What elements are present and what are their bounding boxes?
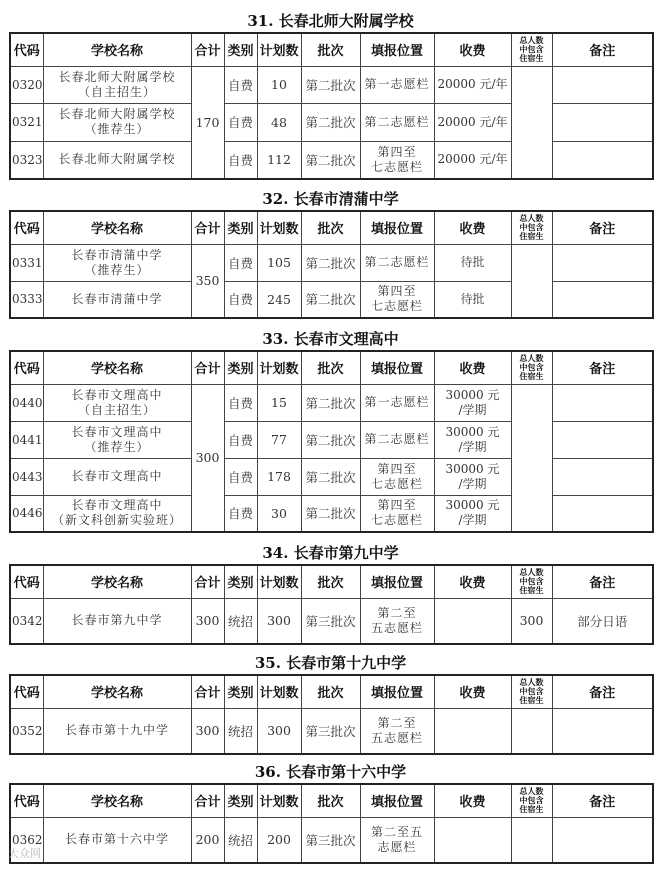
batch-cell: 第二批次 [301, 281, 360, 318]
fee-cell [434, 817, 511, 863]
plan-cell: 30 [257, 495, 301, 532]
school-section [9, 761, 652, 864]
code-cell: 0321 [10, 103, 43, 141]
fee-cell [434, 495, 511, 532]
type-cell: 自费 [224, 421, 257, 458]
position-cell [360, 708, 434, 754]
school-section [9, 652, 652, 755]
cell-line: 长春北师大附属学校 [58, 69, 176, 84]
table-row [10, 421, 653, 458]
header-type: 类别 [224, 565, 257, 598]
header-dorm-line: 中包含 [519, 45, 544, 55]
plan-cell: 48 [257, 103, 301, 141]
fee-cell [434, 141, 511, 179]
plan-cell: 245 [257, 281, 301, 318]
plan-cell: 178 [257, 458, 301, 495]
header-name: 学校名称 [43, 211, 191, 244]
cell-line: 长春市文理高中 [71, 387, 163, 402]
cell-line: 第二至五 [370, 824, 423, 839]
school-section [9, 328, 652, 533]
cell-line: 长春市第九中学 [71, 613, 163, 628]
batch-cell: 第三批次 [301, 817, 360, 863]
plan-cell: 15 [257, 384, 301, 421]
batch-cell: 第二批次 [301, 421, 360, 458]
table-row [10, 598, 653, 644]
note-cell: 部分日语 [552, 598, 653, 644]
cell-line: 30000 元 [445, 461, 500, 476]
header-batch: 批次 [301, 211, 360, 244]
cell-line: 第二志愿栏 [364, 114, 430, 129]
cell-line: /学期 [458, 402, 487, 417]
note-cell [552, 458, 653, 495]
plan-cell: 77 [257, 421, 301, 458]
header-position: 填报位置 [360, 675, 434, 708]
note-cell [552, 421, 653, 458]
header-dorm-line: 住宿生 [519, 54, 544, 64]
school-section [9, 188, 652, 319]
cell-line: 第二至 [377, 605, 417, 620]
cell-line: 长春北师大附属学校 [58, 107, 176, 121]
position-cell [360, 384, 434, 421]
school-name-cell [43, 421, 191, 458]
header-fee: 收费 [434, 351, 511, 384]
type-cell: 自费 [224, 281, 257, 318]
cell-line: 长春市第十九中学 [64, 723, 169, 738]
header-dorm [511, 211, 552, 244]
cell-line: 第一志愿栏 [364, 77, 430, 91]
header-name: 学校名称 [43, 565, 191, 598]
school-name-cell [43, 458, 191, 495]
type-cell: 统招 [224, 817, 257, 863]
batch-cell: 第二批次 [301, 103, 360, 141]
school-name-cell [43, 66, 191, 103]
watermark: 大众网 [8, 847, 41, 860]
cell-line: 七志愿栏 [370, 476, 423, 491]
fee-cell [434, 103, 511, 141]
header-code: 代码 [10, 211, 43, 244]
header-total: 合计 [191, 211, 224, 244]
cell-line: 30000 元 [445, 387, 500, 402]
header-code: 代码 [10, 784, 43, 817]
fee-cell [434, 384, 511, 421]
fee-cell [434, 708, 511, 754]
fee-cell [434, 281, 511, 318]
header-row [10, 784, 653, 817]
cell-line: 长春市文理高中 [71, 498, 163, 513]
cell-line: 长春北师大附属学校 [58, 152, 176, 167]
header-note: 备注 [552, 565, 653, 598]
section-title: 34. 长春市第九中学 [262, 544, 399, 562]
header-dorm [511, 33, 552, 66]
cell-line: 七志愿栏 [370, 159, 423, 174]
cell-line: 20000 元/年 [437, 152, 508, 167]
total-cell: 170 [191, 66, 224, 179]
cell-line: （推荐生） [84, 122, 150, 136]
type-cell: 自费 [224, 66, 257, 103]
table-row [10, 281, 653, 318]
batch-cell: 第三批次 [301, 598, 360, 644]
table-row [10, 141, 653, 179]
cell-line: （自主招生） [77, 402, 156, 417]
school-section [9, 10, 652, 180]
cell-line: 长春市文理高中 [71, 469, 163, 483]
header-code: 代码 [10, 675, 43, 708]
header-fee: 收费 [434, 565, 511, 598]
cell-line: /学期 [458, 439, 487, 454]
cell-line: 长春市文理高中 [71, 424, 163, 439]
cell-line: 20000 元/年 [437, 114, 508, 129]
batch-cell: 第三批次 [301, 708, 360, 754]
total-cell: 300 [191, 384, 224, 532]
cell-line: 长春市第十六中学 [64, 832, 169, 847]
header-dorm-line: 住宿生 [519, 696, 544, 706]
batch-cell: 第二批次 [301, 66, 360, 103]
table-row [10, 458, 653, 495]
header-name: 学校名称 [43, 675, 191, 708]
school-name-cell [43, 817, 191, 863]
header-position: 填报位置 [360, 33, 434, 66]
admissions-table [9, 210, 654, 319]
header-dorm-line: 总人数 [519, 214, 544, 224]
cell-line: 七志愿栏 [370, 299, 423, 314]
header-batch: 批次 [301, 565, 360, 598]
section-title: 33. 长春市文理高中 [262, 330, 399, 348]
type-cell: 自费 [224, 458, 257, 495]
position-cell [360, 598, 434, 644]
header-plan: 计划数 [257, 33, 301, 66]
header-total: 合计 [191, 351, 224, 384]
header-dorm-line: 住宿生 [519, 232, 544, 242]
header-total: 合计 [191, 675, 224, 708]
header-dorm [511, 565, 552, 598]
cell-line: 长春市清蒲中学 [71, 247, 163, 262]
cell-line: （自主招生） [77, 84, 156, 99]
header-dorm-line: 总人数 [519, 787, 544, 797]
header-dorm-line: 住宿生 [519, 372, 544, 382]
type-cell: 统招 [224, 598, 257, 644]
school-name-cell [43, 244, 191, 281]
school-name-cell [43, 598, 191, 644]
admissions-table [9, 783, 654, 864]
header-dorm-line: 中包含 [519, 796, 544, 806]
header-dorm-line: 总人数 [519, 678, 544, 688]
fee-cell [434, 66, 511, 103]
note-cell [552, 141, 653, 179]
header-plan: 计划数 [257, 784, 301, 817]
code-cell: 0331 [10, 244, 43, 281]
note-cell [552, 384, 653, 421]
dorm-cell [511, 384, 552, 532]
header-type: 类别 [224, 33, 257, 66]
header-type: 类别 [224, 675, 257, 708]
table-row [10, 384, 653, 421]
header-row [10, 675, 653, 708]
table-row [10, 244, 653, 281]
batch-cell: 第二批次 [301, 384, 360, 421]
header-code: 代码 [10, 33, 43, 66]
admissions-table [9, 674, 654, 755]
type-cell: 自费 [224, 384, 257, 421]
cell-line: 志愿栏 [377, 839, 417, 854]
header-dorm-line: 总人数 [519, 568, 544, 578]
fee-cell [434, 598, 511, 644]
type-cell: 统招 [224, 708, 257, 754]
header-plan: 计划数 [257, 565, 301, 598]
header-fee: 收费 [434, 33, 511, 66]
header-note: 备注 [552, 784, 653, 817]
cell-line: 第四至 [377, 498, 417, 513]
fee-cell [434, 421, 511, 458]
dorm-cell [511, 708, 552, 754]
header-position: 填报位置 [360, 784, 434, 817]
header-total: 合计 [191, 784, 224, 817]
type-cell: 自费 [224, 244, 257, 281]
cell-line: 30000 元 [445, 498, 500, 513]
header-fee: 收费 [434, 784, 511, 817]
table-row [10, 817, 653, 863]
cell-line: （新文科创新实验班） [51, 513, 182, 528]
type-cell: 自费 [224, 495, 257, 532]
cell-line: 20000 元/年 [437, 77, 508, 91]
cell-line: 第四至 [377, 284, 417, 299]
plan-cell: 200 [257, 817, 301, 863]
position-cell [360, 458, 434, 495]
header-row [10, 33, 653, 66]
plan-cell: 112 [257, 141, 301, 179]
type-cell: 自费 [224, 141, 257, 179]
cell-line: /学期 [458, 476, 487, 491]
header-batch: 批次 [301, 33, 360, 66]
header-row [10, 351, 653, 384]
section-title: 31. 长春北师大附属学校 [247, 12, 414, 30]
code-cell: 0320 [10, 66, 43, 103]
header-name: 学校名称 [43, 33, 191, 66]
header-type: 类别 [224, 211, 257, 244]
header-row [10, 211, 653, 244]
cell-line: 第一志愿栏 [364, 395, 430, 409]
code-cell: 0443 [10, 458, 43, 495]
cell-line: 长春市清蒲中学 [71, 291, 163, 306]
position-cell [360, 244, 434, 281]
note-cell [552, 244, 653, 281]
header-note: 备注 [552, 33, 653, 66]
note-cell [552, 817, 653, 863]
cell-line: 七志愿栏 [370, 513, 423, 528]
position-cell [360, 817, 434, 863]
cell-line: 待批 [460, 255, 485, 269]
header-dorm-line: 中包含 [519, 223, 544, 233]
header-batch: 批次 [301, 675, 360, 708]
header-position: 填报位置 [360, 565, 434, 598]
cell-line: 五志愿栏 [370, 620, 423, 635]
cell-line: 第二至 [377, 715, 417, 730]
total-cell: 300 [191, 598, 224, 644]
header-plan: 计划数 [257, 351, 301, 384]
header-fee: 收费 [434, 211, 511, 244]
header-name: 学校名称 [43, 784, 191, 817]
header-code: 代码 [10, 565, 43, 598]
header-type: 类别 [224, 784, 257, 817]
cell-line: 第二志愿栏 [364, 432, 430, 446]
header-note: 备注 [552, 675, 653, 708]
header-type: 类别 [224, 351, 257, 384]
header-row [10, 565, 653, 598]
header-total: 合计 [191, 33, 224, 66]
cell-line: 第四至 [377, 144, 417, 159]
note-cell [552, 66, 653, 103]
note-cell [552, 495, 653, 532]
header-dorm-line: 住宿生 [519, 586, 544, 596]
school-name-cell [43, 281, 191, 318]
header-total: 合计 [191, 565, 224, 598]
header-note: 备注 [552, 211, 653, 244]
note-cell [552, 281, 653, 318]
code-cell: 0441 [10, 421, 43, 458]
dorm-cell [511, 244, 552, 318]
code-cell: 0352 [10, 708, 43, 754]
code-cell: 0333 [10, 281, 43, 318]
position-cell [360, 141, 434, 179]
admissions-table [9, 350, 654, 533]
plan-cell: 10 [257, 66, 301, 103]
header-position: 填报位置 [360, 211, 434, 244]
cell-line: 30000 元 [445, 424, 500, 439]
school-name-cell [43, 384, 191, 421]
header-plan: 计划数 [257, 211, 301, 244]
table-row [10, 66, 653, 103]
position-cell [360, 66, 434, 103]
code-cell: 0446 [10, 495, 43, 532]
header-dorm-line: 中包含 [519, 363, 544, 373]
plan-cell: 105 [257, 244, 301, 281]
cell-line: 第四至 [377, 461, 417, 476]
cell-line: 第二志愿栏 [364, 255, 430, 269]
header-position: 填报位置 [360, 351, 434, 384]
position-cell [360, 421, 434, 458]
school-name-cell [43, 103, 191, 141]
header-batch: 批次 [301, 351, 360, 384]
cell-line: （推荐生） [84, 439, 150, 454]
position-cell [360, 103, 434, 141]
header-dorm [511, 784, 552, 817]
header-dorm-line: 总人数 [519, 354, 544, 364]
total-cell: 350 [191, 244, 224, 318]
header-dorm-line: 住宿生 [519, 805, 544, 815]
header-fee: 收费 [434, 675, 511, 708]
school-section [9, 542, 652, 645]
table-row [10, 103, 653, 141]
header-name: 学校名称 [43, 351, 191, 384]
dorm-cell: 300 [511, 598, 552, 644]
school-name-cell [43, 141, 191, 179]
admissions-table [9, 564, 654, 645]
dorm-cell [511, 66, 552, 179]
section-title: 32. 长春市清蒲中学 [262, 190, 399, 208]
table-row [10, 495, 653, 532]
table-row [10, 708, 653, 754]
batch-cell: 第二批次 [301, 495, 360, 532]
plan-cell: 300 [257, 598, 301, 644]
note-cell [552, 708, 653, 754]
batch-cell: 第二批次 [301, 244, 360, 281]
header-dorm-line: 总人数 [519, 36, 544, 46]
cell-line: （推荐生） [84, 262, 150, 277]
batch-cell: 第二批次 [301, 141, 360, 179]
school-name-cell [43, 708, 191, 754]
code-cell: 0323 [10, 141, 43, 179]
cell-line: /学期 [458, 513, 487, 528]
header-dorm-line: 中包含 [519, 577, 544, 587]
fee-cell [434, 244, 511, 281]
header-dorm-line: 中包含 [519, 687, 544, 697]
section-title: 36. 长春市第十六中学 [254, 763, 407, 781]
code-cell: 0342 [10, 598, 43, 644]
cell-line: 五志愿栏 [370, 730, 423, 745]
header-dorm [511, 675, 552, 708]
batch-cell: 第二批次 [301, 458, 360, 495]
position-cell [360, 281, 434, 318]
header-code: 代码 [10, 351, 43, 384]
header-dorm [511, 351, 552, 384]
fee-cell [434, 458, 511, 495]
cell-line: 待批 [460, 291, 485, 306]
plan-cell: 300 [257, 708, 301, 754]
admissions-table [9, 32, 654, 180]
code-cell: 0440 [10, 384, 43, 421]
type-cell: 自费 [224, 103, 257, 141]
section-title: 35. 长春市第十九中学 [254, 654, 407, 672]
position-cell [360, 495, 434, 532]
note-cell [552, 103, 653, 141]
header-plan: 计划数 [257, 675, 301, 708]
code-cell: 0362 [10, 817, 43, 863]
dorm-cell [511, 817, 552, 863]
header-note: 备注 [552, 351, 653, 384]
total-cell: 200 [191, 817, 224, 863]
school-name-cell [43, 495, 191, 532]
header-batch: 批次 [301, 784, 360, 817]
total-cell: 300 [191, 708, 224, 754]
